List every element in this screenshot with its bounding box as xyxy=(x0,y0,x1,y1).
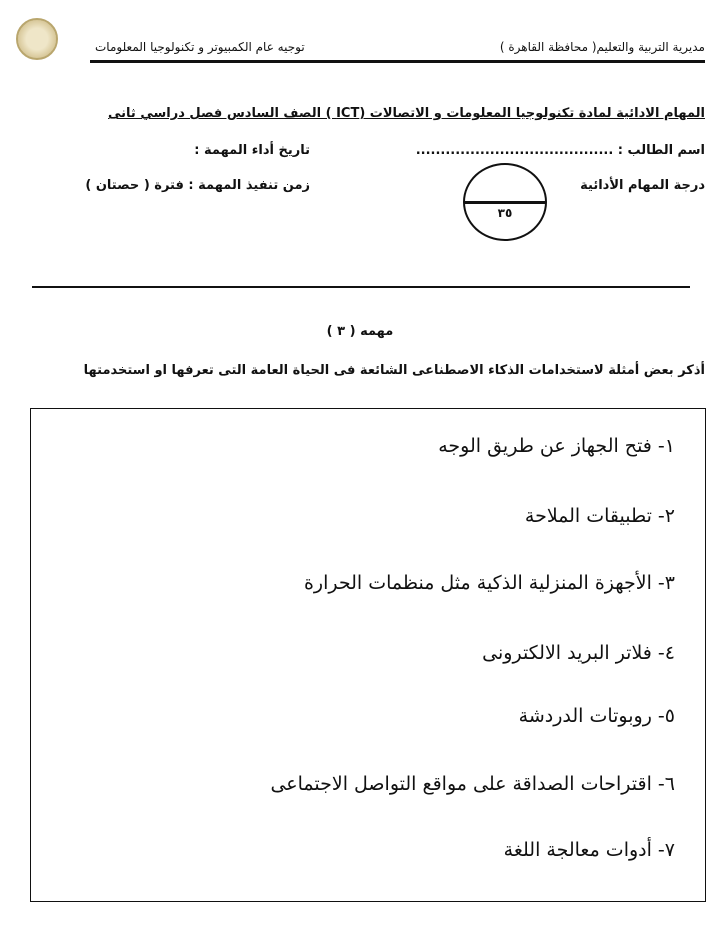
page-title: المهام الادائية لمادة تكنولوجيا المعلومات و الاتصالات (ICT ) الصف السادس فصل دراسي ثانى xyxy=(108,106,705,121)
supervision-label: توجيه عام الكمبيوتر و تكنولوجيا المعلومات xyxy=(95,40,305,54)
answer-item: ١- فتح الجهاز عن طريق الوجه xyxy=(438,435,675,457)
answers-box xyxy=(30,408,706,902)
answer-item: ٢- تطبيقات الملاحة xyxy=(524,505,675,527)
answer-item: ٣- الأجهزة المنزلية الذكية مثل منظمات الحرارة xyxy=(303,572,675,594)
header-divider xyxy=(90,60,705,63)
answer-item: ٤- فلاتر البريد الالكترونى xyxy=(482,642,675,664)
grade-total: ٣٥ xyxy=(497,206,513,220)
grade-divider xyxy=(465,201,545,204)
task-time-label: زمن تنفيذ المهمة : فترة ( حصتان ) xyxy=(85,178,310,193)
grade-label: درجة المهام الأدائية xyxy=(580,178,705,193)
answer-item: ٧- أدوات معالجة اللغة xyxy=(503,839,675,861)
section-divider xyxy=(32,286,690,288)
ministry-logo xyxy=(16,18,58,60)
grade-circle xyxy=(463,163,547,241)
student-name-field: اسم الطالب : ........................................ xyxy=(415,143,705,158)
answer-item: ٦- اقتراحات الصداقة على مواقع التواصل الاجتماعى xyxy=(270,773,675,795)
directorate-label: مديرية التربية والتعليم( محافظة القاهرة ) xyxy=(499,40,705,54)
task-instruction: أذكر بعض أمثلة لاستخدامات الذكاء الاصطناعى الشائعة فى الحياة العامة التى تعرفها او استخدمتها xyxy=(83,363,705,378)
answer-item: ٥- روبوتات الدردشة xyxy=(518,705,675,727)
task-date-field: تاريخ أداء المهمة : xyxy=(194,143,310,158)
task-heading: مهمه ( ٣ ) xyxy=(326,324,394,339)
